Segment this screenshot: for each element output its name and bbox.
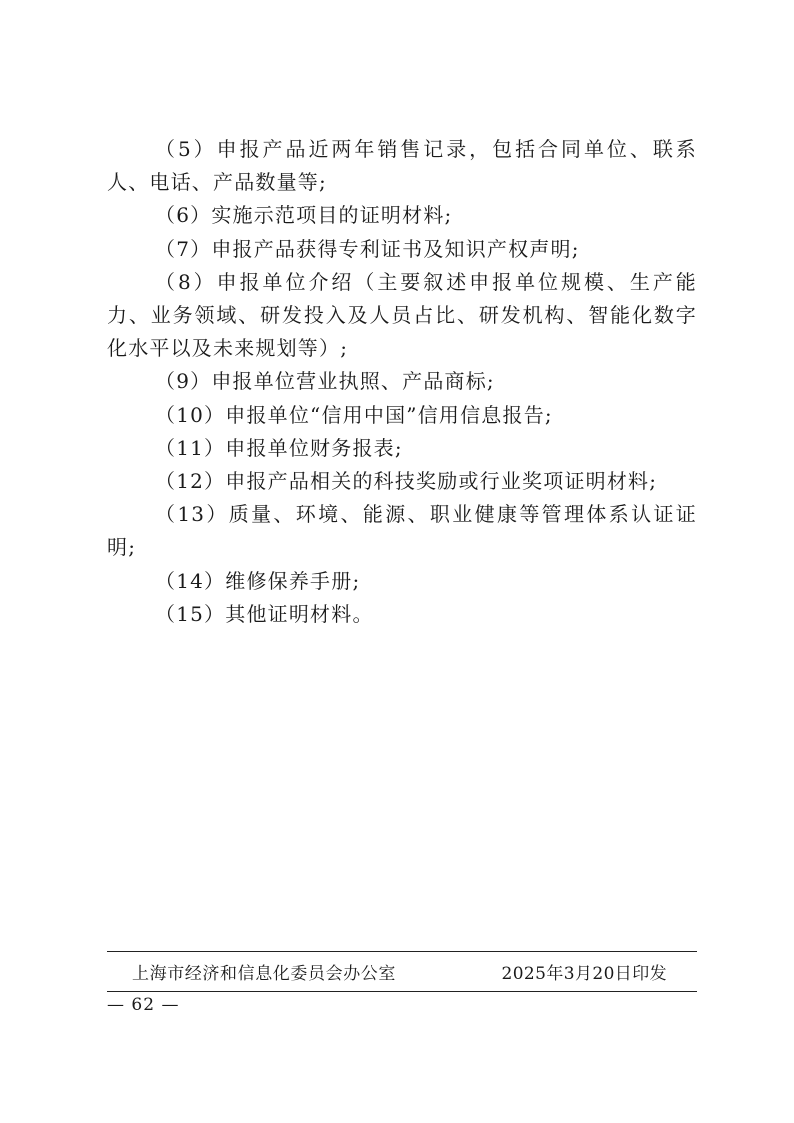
list-item-8: （8）申报单位介绍（主要叙述申报单位规模、生产能力、业务领域、研发投入及人员占比、研发机构、智能化数字化水平以及未来规划等）; xyxy=(107,269,697,361)
list-item-9: （9）申报单位营业执照、产品商标; xyxy=(155,369,495,394)
footer-issuer: 上海市经济和信息化委员会办公室 xyxy=(132,964,396,984)
footer-top-rule xyxy=(107,951,697,952)
list-item-6: （6）实施示范项目的证明材料; xyxy=(155,203,453,228)
list-item-15: （15）其他证明材料。 xyxy=(155,601,374,626)
list-item-13: （13）质量、环境、能源、职业健康等管理体系认证证明; xyxy=(107,502,697,560)
footer-print-date: 2025年3月20日印发 xyxy=(501,964,667,984)
list-item-12: （12）申报产品相关的科技奖励或行业奖项证明材料; xyxy=(155,469,658,494)
list-item-10: （10）申报单位“信用中国”信用信息报告; xyxy=(155,402,553,427)
list-item-11: （11）申报单位财务报表; xyxy=(155,435,403,460)
document-body xyxy=(107,133,697,631)
list-item-7: （7）申报产品获得专利证书及知识产权声明; xyxy=(155,236,580,261)
list-item-14: （14）维修保养手册; xyxy=(155,568,361,593)
footer-bottom-rule xyxy=(107,991,697,992)
page-number: — 62 — xyxy=(107,995,180,1015)
list-item-5: （5）申报产品近两年销售记录，包括合同单位、联系人、电话、产品数量等; xyxy=(107,137,697,195)
